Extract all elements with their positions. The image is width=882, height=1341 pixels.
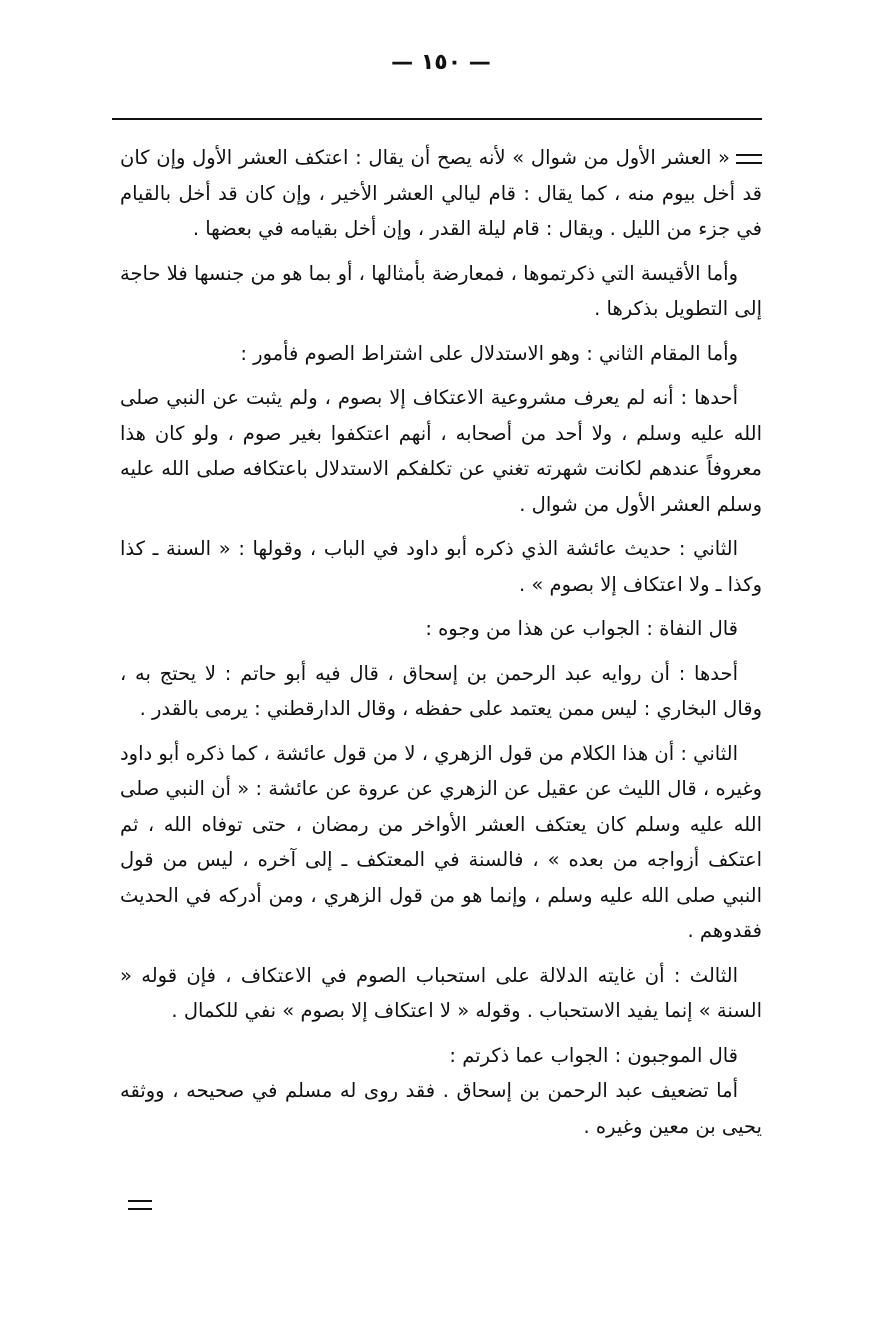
paragraph-text: أحدها : أنه لم يعرف مشروعية الاعتكاف إلا بصوم ، ولم يثبت عن النبي صلى الله عليه وسلم ، ولا أحد من أصحابه ، أنهم اعتكفوا بغير صوم ، ولو كان هذا معروفاً عندهم لكانت شهرته تغني عن تكلفكم الاستدلال باعتكافه صلى الله عليه وسلم العشر الأول من شوال . xyxy=(120,386,762,516)
paragraph-5 xyxy=(120,531,762,602)
paragraph-4 xyxy=(120,380,762,522)
paragraph-text: الثاني : أن هذا الكلام من قول الزهري ، لا من قول عائشة ، كما ذكره أبو داود وغيره ، قال الليث عن عقيل عن الزهري عن عروة عن عائشة : « أن النبي صلى الله عليه وسلم كان يعتكف العشر الأواخر من رمضان ، حتى توفاه الله ، ثم اعتكف أزواجه من بعده » ، فالسنة في المعتكف ـ إلى آخره ، ليس من قول النبي صلى الله عليه وسلم ، وإنما هو من قول الزهري ، ومن أدركه في الحديث فقدوهم . xyxy=(120,741,762,942)
paragraph-text: أما تضعيف عبد الرحمن بن إسحاق . فقد روى له مسلم في صحيحه ، ووثقه يحيى بن معين وغيره . xyxy=(120,1079,762,1138)
paragraph-text: وأما الأقيسة التي ذكرتموها ، فمعارضة بأمثالها ، أو بما هو من جنسها فلا حاجة إلى التطويل بذكرها . xyxy=(120,261,762,320)
paragraph-text: الثاني : حديث عائشة الذي ذكره أبو داود في الباب ، وقولها : « السنة ـ كذا وكذا ـ ولا اعتكاف إلا بصوم » . xyxy=(120,537,762,596)
continuation-mark-icon xyxy=(128,1200,152,1210)
paragraph-1 xyxy=(120,140,762,247)
continuation-mark-icon xyxy=(736,154,762,164)
paragraph-9 xyxy=(120,958,762,1029)
paragraph-6 xyxy=(120,611,762,647)
paragraph-text: أحدها : أن روايه عبد الرحمن بن إسحاق ، قال فيه أبو حاتم : لا يحتج به ، وقال البخاري : ليس ممن يعتمد على حفظه ، وقال الدارقطني : يرمى بالقدر . xyxy=(120,661,762,720)
page-number: — ١٥٠ — xyxy=(391,50,491,75)
header-rule xyxy=(112,118,762,120)
paragraph-8 xyxy=(120,736,762,949)
paragraph-text: « العشر الأول من شوال » لأنه يصح أن يقال : اعتكف العشر الأول وإن كان قد أخل بيوم منه ، كما يقال : قام ليالي العشر الأخير ، وإن كان قد أخل بالقيام في جزء من الليل . ويقال : قام ليلة القدر ، وإن أخل بقيامه في بعضها . xyxy=(120,146,762,240)
paragraph-text: وأما المقام الثاني : وهو الاستدلال على اشتراط الصوم فأمور : xyxy=(240,341,738,365)
paragraph-10 xyxy=(120,1038,762,1145)
paragraph-3 xyxy=(120,336,762,372)
paragraph-7 xyxy=(120,656,762,727)
body-text xyxy=(120,140,762,1153)
paragraph-2 xyxy=(120,256,762,327)
paragraph-text: الثالث : أن غايته الدلالة على استحباب الصوم في الاعتكاف ، فإن قوله « السنة » إنما يفيد الاستحباب . وقوله « لا اعتكاف إلا بصوم » نفي للكمال . xyxy=(120,963,762,1022)
paragraph-text: قال الموجبون : الجواب عما ذكرتم : xyxy=(449,1043,738,1067)
paragraph-text: قال النفاة : الجواب عن هذا من وجوه : xyxy=(425,617,738,640)
